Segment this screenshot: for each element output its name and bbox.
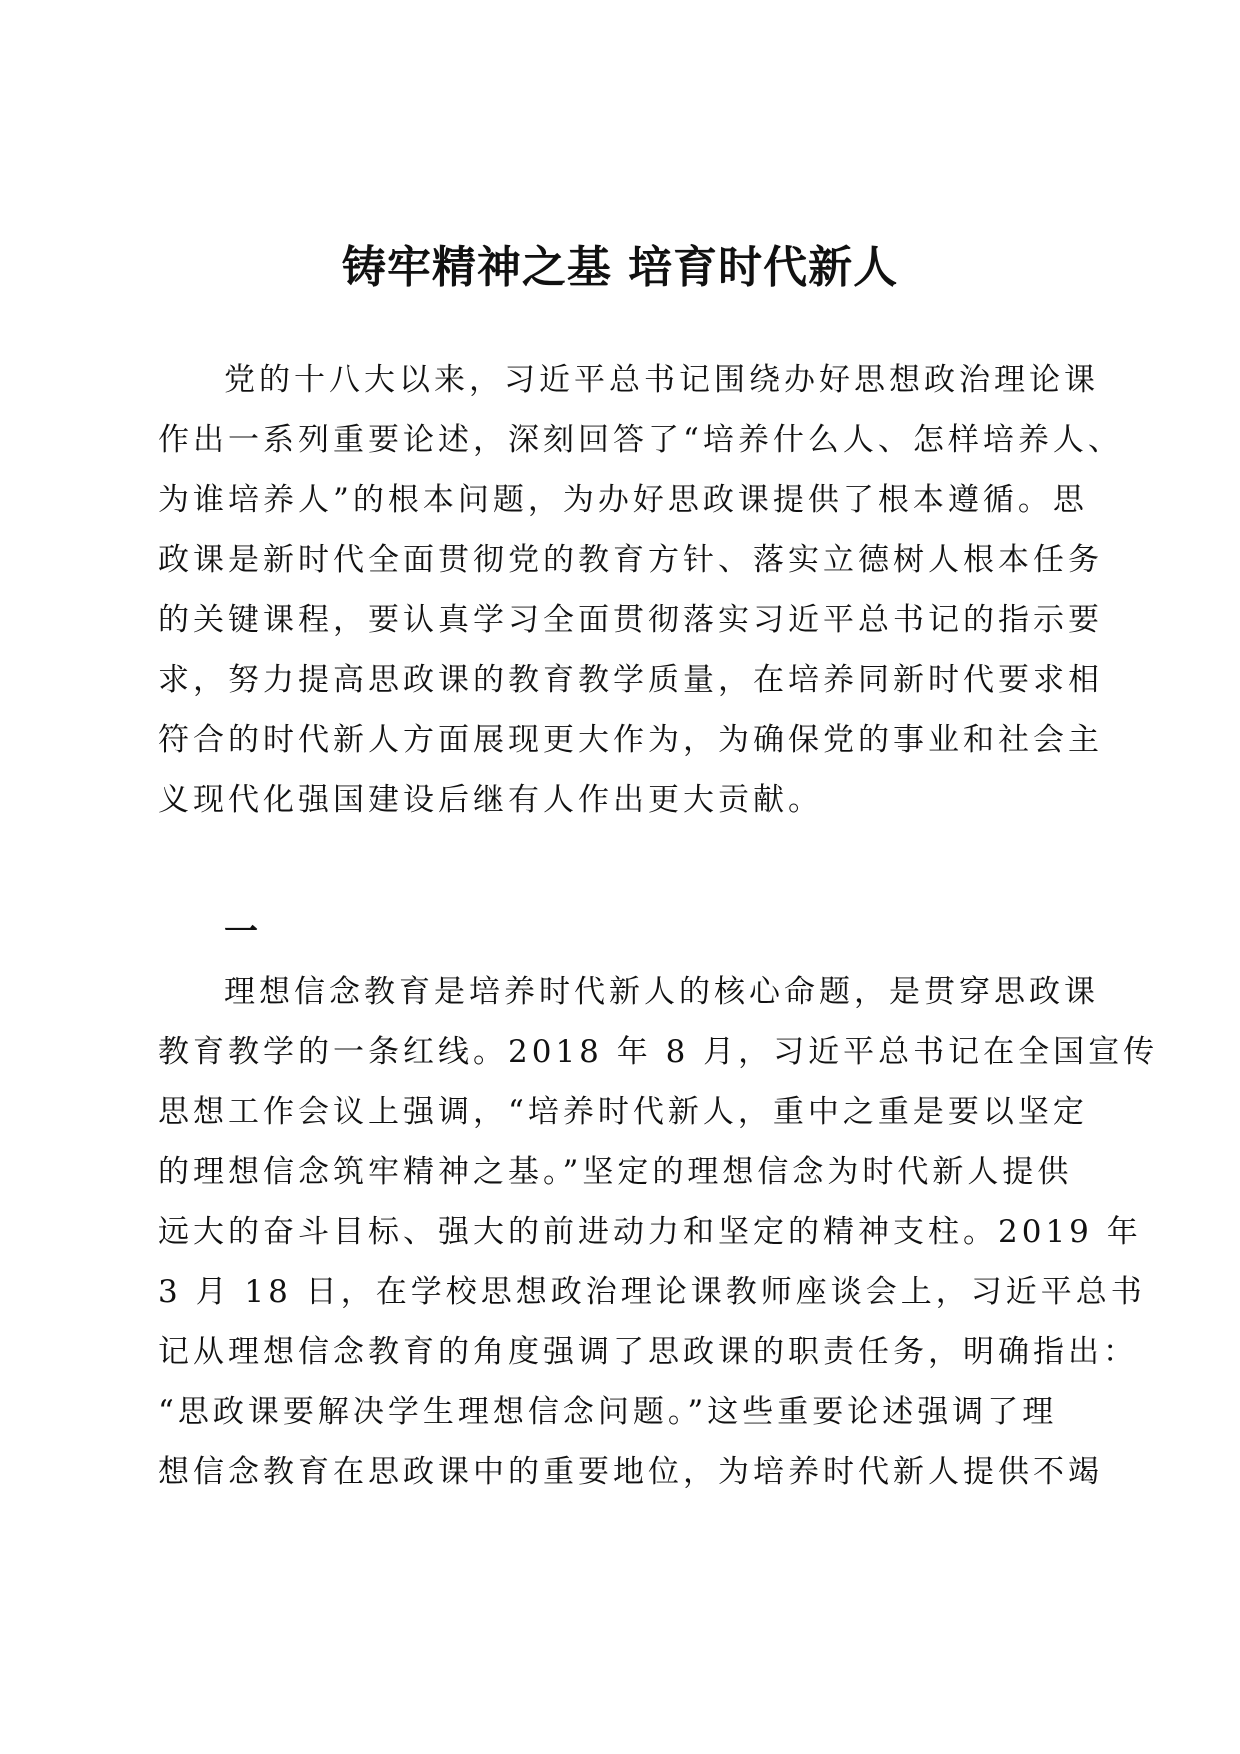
paragraph-line: 作出一系列重要论述，深刻回答了“培养什么人、怎样培养人、 bbox=[158, 422, 1123, 458]
section-number: 一 bbox=[224, 912, 258, 952]
paragraph-line: 的理想信念筑牢精神之基。”坚定的理想信念为时代新人提供 bbox=[158, 1154, 1073, 1190]
paragraph-line: 为谁培养人”的根本问题，为办好思政课提供了根本遵循。思 bbox=[158, 482, 1088, 518]
document-title: 铸牢精神之基 培育时代新人 bbox=[341, 242, 899, 293]
paragraph-line: “思政课要解决学生理想信念问题。”这些重要论述强调了理 bbox=[158, 1394, 1058, 1430]
paragraph-line: 想信念教育在思政课中的重要地位，为培养时代新人提供不竭 bbox=[158, 1454, 1103, 1490]
paragraph-line: 远大的奋斗目标、强大的前进动力和坚定的精神支柱。2019 年 bbox=[158, 1214, 1142, 1250]
paragraph-line: 记从理想信念教育的角度强调了思政课的职责任务，明确指出： bbox=[158, 1334, 1138, 1370]
paragraph-line: 3 月 18 日，在学校思想政治理论课教师座谈会上，习近平总书 bbox=[158, 1274, 1146, 1310]
paragraph-line: 党的十八大以来，习近平总书记围绕办好思想政治理论课 bbox=[224, 362, 1099, 398]
section-one-paragraph bbox=[158, 962, 1159, 1502]
paragraph-line: 政课是新时代全面贯彻党的教育方针、落实立德树人根本任务 bbox=[158, 542, 1103, 578]
paragraph-line: 符合的时代新人方面展现更大作为，为确保党的事业和社会主 bbox=[158, 722, 1103, 758]
intro-paragraph bbox=[158, 350, 1123, 830]
paragraph-line: 教育教学的一条红线。2018 年 8 月，习近平总书记在全国宣传 bbox=[158, 1034, 1159, 1070]
paragraph-line: 的关键课程，要认真学习全面贯彻落实习近平总书记的指示要 bbox=[158, 602, 1103, 638]
paragraph-line: 思想工作会议上强调，“培养时代新人，重中之重是要以坚定 bbox=[158, 1094, 1088, 1130]
paragraph-line: 义现代化强国建设后继有人作出更大贡献。 bbox=[158, 782, 823, 818]
paragraph-line: 理想信念教育是培养时代新人的核心命题，是贯穿思政课 bbox=[224, 974, 1099, 1010]
paragraph-line: 求，努力提高思政课的教育教学质量，在培养同新时代要求相 bbox=[158, 662, 1103, 698]
